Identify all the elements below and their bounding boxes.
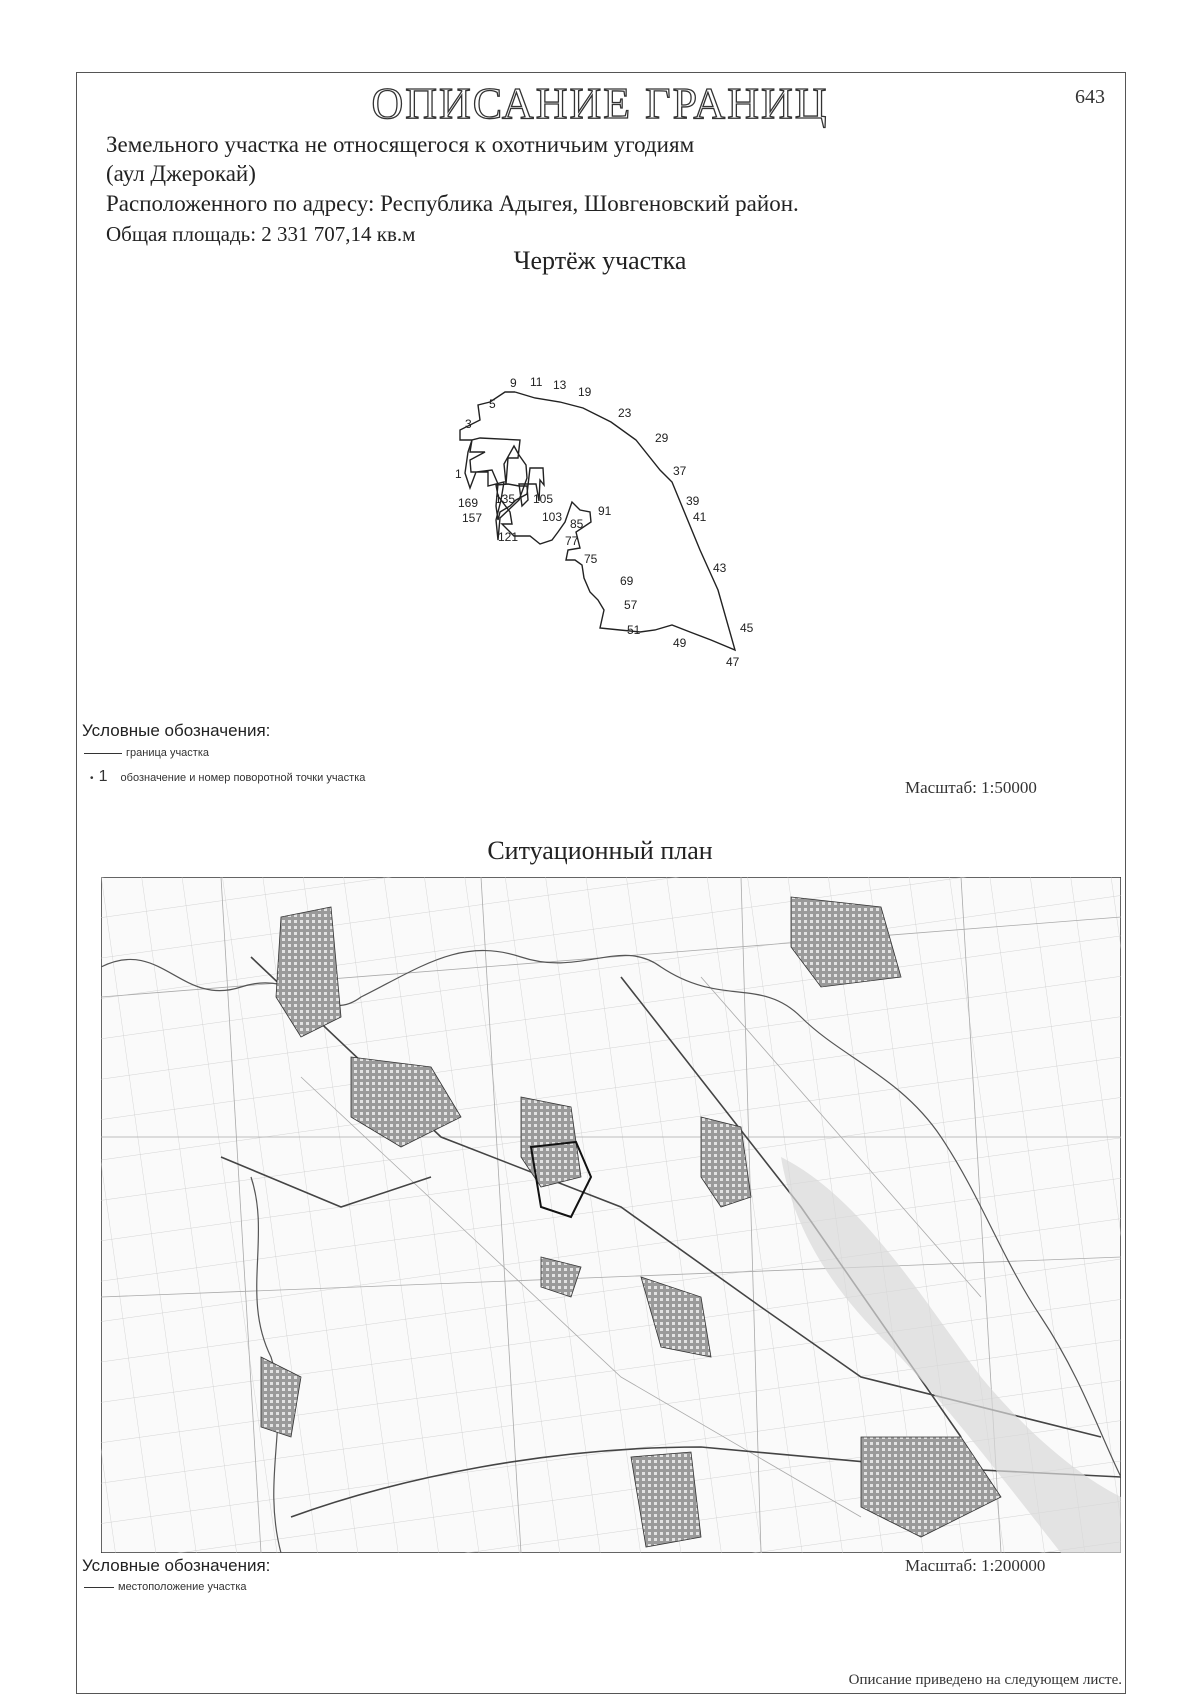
footer-note: Описание приведено на следующем листе. [848,1672,1122,1688]
boundary-line-sample [84,753,122,754]
info-line-2: (аул Джерокай) [106,161,256,186]
point-label: 45 [740,621,754,635]
parcel-drawing [0,0,1200,720]
point-label: 9 [510,376,517,390]
point-label: 19 [578,385,592,399]
legend-title: Условные обозначения: [82,721,271,740]
legend-title-2: Условные обозначения: [82,1556,271,1575]
page-title: ОПИСАНИЕ ГРАНИЦ [371,79,829,128]
point-label: 75 [584,552,598,566]
legend-point-marker: 1 [98,768,108,785]
page-number: 643 [1075,86,1105,108]
point-dot-icon: • [90,773,94,784]
point-label: 135 [495,492,516,506]
point-label: 47 [726,655,740,669]
point-label: 41 [693,510,707,524]
info-line-1: Земельного участка не относящегося к охотничьим угодиям [106,132,695,157]
point-label: 169 [458,496,479,510]
point-label: 39 [686,494,700,508]
point-label: 69 [620,574,634,588]
legend-location-label: местоположение участка [118,1581,247,1593]
point-label: 85 [570,517,584,531]
drawing-scale: Масштаб: 1:50000 [905,778,1037,797]
legend-boundary [84,747,209,759]
point-label: 51 [627,623,641,637]
legend-point [90,768,365,786]
location-line-sample [84,1587,114,1588]
map-scale: Масштаб: 1:200000 [905,1556,1046,1575]
point-label: 105 [533,492,554,506]
situation-map [101,877,1121,1553]
point-label: 5 [489,397,496,411]
legend-location [84,1581,247,1593]
info-line-4: Общая площадь: 2 331 707,14 кв.м [106,222,416,246]
point-label: 157 [462,511,483,525]
point-label: 3 [465,417,472,431]
point-label: 43 [713,561,727,575]
point-label: 57 [624,598,638,612]
situation-heading: Ситуационный план [487,836,713,865]
point-label: 37 [673,464,687,478]
legend-point-label: обозначение и номер поворотной точки участка [120,772,366,784]
point-label: 13 [553,378,567,392]
info-line-3: Расположенного по адресу: Республика Адыгея, Шовгеновский район. [106,191,799,216]
point-label: 11 [530,375,543,389]
point-label: 77 [565,534,579,548]
point-label: 23 [618,406,632,420]
point-label: 103 [542,510,563,524]
point-label: 1 [455,467,462,481]
drawing-heading: Чертёж участка [513,246,687,275]
legend-boundary-label: граница участка [126,747,209,759]
point-label: 91 [598,504,612,518]
point-label: 29 [655,431,669,445]
point-label: 121 [498,530,519,544]
point-label: 49 [673,636,687,650]
